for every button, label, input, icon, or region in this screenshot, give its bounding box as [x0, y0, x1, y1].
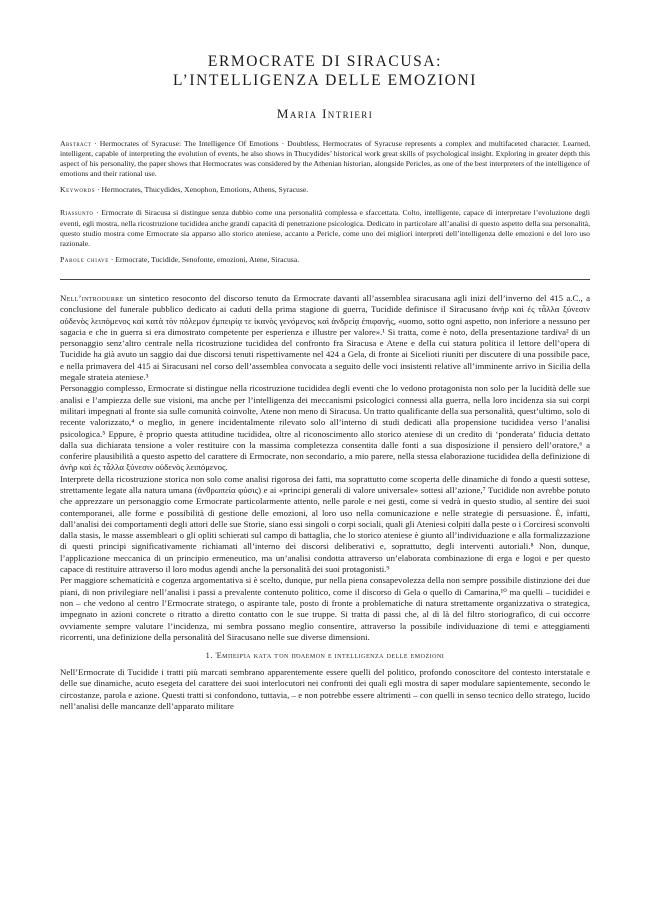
title-line-1: ERMOCRATE DI SIRACUSA:: [207, 53, 443, 70]
title-line-2: L’INTELLIGENZA DELLE EMOZIONI: [172, 72, 478, 89]
abstract-text: · Hermocrates of Syracuse: The Intelligence Of Emotions · Doubtless, Hermocrates of Syracuse represents a complex and multifaceted character. Learned, intelligent, capable of interpreting the evolution of events, he also shows in Thucydides’ historical work great skills of psychological insight. Exploring in greater depth this aspect of his personality, the paper shows that Hermocrates was considered by the Athenian historian, alongside Pericles, as one of the best interpreters of the intelligence of emotions and their rational use.: [60, 139, 591, 179]
article-title: [60, 52, 590, 90]
section-text: [60, 667, 590, 712]
riassunto-text: · Ermocrate di Siracusa si distingue senza dubbio come una personalità complessa e sfaccettata. Colto, intelligente, capace di interpretare l’evoluzione degli eventi, egli mostra, nella ricostruzione tucididea anche grandi capacità di penetrazione psicologica. Dedicato in particolare all’analisi di questo aspetto della sua personalità, questo studio mostra come Ermocrate sia apparso allo storico ateniese, accanto a Pericle, come uno dei migliori interpreti dell’intelligenza delle emozioni e del loro uso razionale.: [60, 208, 590, 248]
keywords-text: · Hermocrates, Thucydides, Xenophon, Emotions, Athens, Syracuse.: [97, 185, 309, 195]
parole-chiave-text: · Ermocrate, Tucidide, Senofonte, emozioni, Atene, Siracusa.: [110, 254, 300, 264]
riassunto-label: Riassunto: [60, 208, 94, 218]
main-text: [60, 293, 590, 643]
parole-chiave: [60, 255, 590, 265]
divider-rule: [60, 279, 590, 280]
abstract: [60, 139, 590, 179]
paragraph-3: Interprete della ricostruzione storica non solo come analisi rigorosa dei fatti, ma soprattutto come scoperta delle dinamiche di fondo a questi sottese, strettamente legate alla natura umana (ἀνθρωπεία φύσις) e ai «principi generali di valore universale» sottesi all’azione,⁷ Tucidide non avrebbe potuto che apprezzare un personaggio come Ermocrate particolarmente attento, nelle parole e nei gesti, come si vedrà in questo studio, al sentire dei suoi contemporanei, alle forme e possibilità di gestione delle emozioni, al loro uso nella comunicazione e nelle strategie di persuasione. È, infatti, dall’analisi dei comportamenti degli attori delle sue Storie, siano essi singoli o corpi sociali, quali gli Ateniesi colpiti dalla peste o i Corciresi sconvolti dalla stasis, le masse assembleari o gli opliti schierati sul campo di battaglia, che lo storico ateniese è giunto all’individuazione e alla formalizzazione di questi principi significativamente richiamati all’interno dei discorsi deliberativi e, soprattutto, degli interventi autoriali.⁸ Non, dunque, l’applicazione meccanica di un principio ermeneutico, ma un’analisi condotta attraverso un’elaborata combinazione di erga e logoi e per questo capace di restituire attraverso il loro modus agendi anche la personalità dei suoi protagonisti.⁹: [60, 473, 590, 575]
paragraph-1-text: un sintetico resoconto del discorso tenuto da Ermocrate davanti all’assemblea siracusana agli inizi dell’inverno del 415 a.C., a conclusione del funerale pubblico dedicato ai caduti della prima stagione di guerra, Tucidide definisce il Siracusano ἀνὴρ καὶ ἐς τἆλλα ξύνεσιν οὐδενὸς λειπόμενος καὶ κατὰ τὸν πόλεμον ἐμπειρίᾳ τε ἱκανὸς γενόμενος καὶ ἀνδρείᾳ ἐπιφανής, «uomo, sotto ogni aspetto, non inferiore a nessuno per sagacia e che in guerra si era dimostrato competente per esperienza e illustre per valore».¹ Si tratta, come è noto, della presentazione tardiva² di un personaggio senz’altro centrale nella ricostruzione tucididea del confronto fra Siracusa e Atene e della cui statura politica il lettore dell’opera di Tucidide ha già avuto un saggio dai due discorsi tenuti rispettivamente nel 424 a Gela, di fronte ai Sicelioti riuniti per discutere di una possibile pace, e nella primavera del 415 ai Siracusani nel corso dell’assemblea convocata a seguito delle voci insistenti relative all’imminente arrivo in Sicilia della megale strateia ateniese.³: [60, 292, 590, 383]
keywords-label: Keywords: [60, 185, 96, 195]
paragraph-2: Personaggio complesso, Ermocrate si distingue nella ricostruzione tucididea degli eventi che lo vedono protagonista non solo per la lucidità delle sue analisi e l’ampiezza delle sue visioni, ma anche per l’intelligenza dei meccanismi psicologici connessi alla guerra, nella loro incidenza sia sui corpi militari impegnati al fronte sia sulle comunità coinvolte, Atene non meno di Siracusa. Un tratto qualificante della sua personalità, quest’ultimo, solo di recente valorizzato,⁴ o meglio, in genere incidentalmente rilevato solo all’interno di studi dedicati alla propensione tucididea verso l’analisi psicologica.⁵ Eppure, è proprio questa attitudine tucididea, oltre al riconoscimento allo storico ateniese di un credito di ‘ponderata’ fiducia dettato dalla sua dichiarata tensione a voler restituire con la massima completezza consentita dalle fonti a sua disposizione il pensiero dell’oratore,⁶ a conferire plausibilità a questo aspetto del carattere di Ermocrate, non secondario, a mio parere, nella stessa elaborazione tucididea della definizione di ἀνὴρ καὶ ἐς τἆλλα ξύνεσιν οὐδενὸς λειπόμενος.: [60, 383, 590, 473]
paragraph-1: [60, 293, 590, 383]
paragraph-1-lead: Nell’introdurre: [60, 292, 124, 303]
author-name: Maria Intrieri: [276, 106, 374, 121]
parole-chiave-label: Parole chiave: [60, 254, 109, 264]
section-paragraph-1: Nell’Ermocrate di Tucidide i tratti più marcati sembrano apparentemente essere quelli del politico, profondo conoscitore del contesto interstatale e delle sue dinamiche, acuto esegeta del carattere dei suoi interlocutori nei confronti dei quali egli mostra di saper modulare sapientemente, secondo le circostanze, parola e azione. Questi tratti si confondono, tuttavia, – e non potrebbe essere altrimenti – con quelli in senso tecnico dello stratego, lucido nell’analisi delle mancanze dell’apparato militare: [60, 667, 590, 712]
section-heading: 1. Ἐμπειρία κατὰ τὸν πόλεμον e intelligenza delle emozioni: [205, 651, 445, 661]
paragraph-4: Per maggiore schematicità e cogenza argomentativa si è scelto, dunque, pur nella piena consapevolezza della non sempre possibile distinzione dei due piani, di non privilegiare nell’analisi i passi a prevalente contenuto politico, come il discorso di Gela o quello di Camarina,¹⁰ ma quelli – tucididei e non – che vedono al centro l’Ermocrate stratego, o aspirante tale, posto di fronte a problematiche di natura strettamente organizzativa o strategica, impegnato in azioni concrete o ritratto a diretto contatto con le sue truppe. Si tratta di passi che, al di là del filtro storiografico, di cui occorre ovviamente sempre valutare l’incidenza, mi sembra possano meglio consentire, attraverso la possibile individuazione di temi e atteggiamenti ricorrenti, una definizione della personalità del Siracusano nelle sue diverse dimensioni.: [60, 575, 590, 642]
abstract-label: Abstract: [60, 139, 92, 148]
keywords: [60, 185, 590, 195]
riassunto: [60, 208, 590, 248]
